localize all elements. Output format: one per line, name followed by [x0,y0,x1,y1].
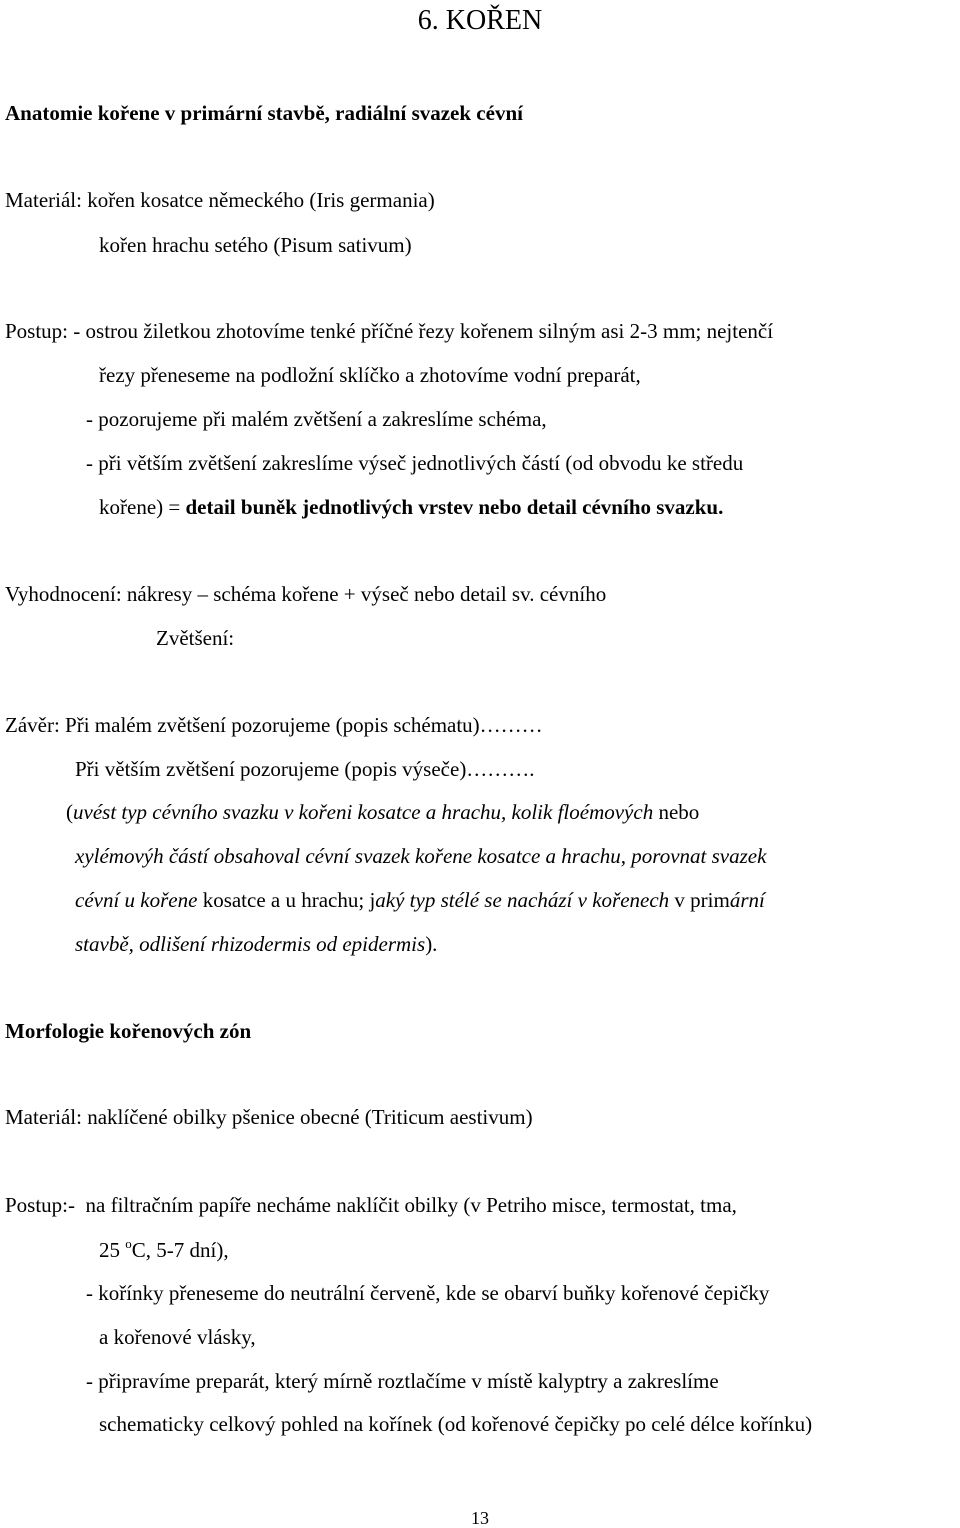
material-item-iris: kořen kosatce německého (Iris germania) [87,188,435,212]
section-heading-anatomy: Anatomie kořene v primární stavbě, radiální svazek cévní [5,101,523,125]
material-line-wheat: Materiál: naklíčené obilky pšenice obecné (Triticum aestivum) [5,1105,533,1129]
note-italic-2: xylémovýh částí obsahoval cévní svazek kořene kosatce a hrachu, porovnat svazek [75,844,767,868]
note-normal-1: nebo [653,800,700,824]
material-label: Materiál: [5,188,82,212]
postup-step-3-cont [99,494,723,520]
note-italic-4: stavbě, odlišení rhizodermis od epidermis [75,932,426,956]
zaver-small-magnification: Při malém zvětšení pozorujeme (popis schématu)……… [65,713,543,737]
note-italic-1: uvést typ cévního svazku v kořeni kosatce a hrachu, kolik floémových [73,800,654,824]
note-line-3 [75,887,765,913]
postup-step-1-cont: řezy přeneseme na podložní sklíčko a zhotovíme vodní preparát, [99,363,641,387]
note-line-4 [75,931,437,957]
postup2-step-3-cont: schematicky celkový pohled na kořínek (od kořenové čepičky po celé délce kořínku) [99,1412,813,1436]
note-normal-3d: v prim [669,888,730,912]
postup-step-3-text: kořene) = [99,495,186,519]
note-line-2 [75,843,766,869]
postup2-step-2: - kořínky přeneseme do neutrální červeně, kde se obarví buňky kořenové čepičky [86,1281,770,1305]
postup2-step-3: - připravíme preparát, který mírně roztlačíme v místě kalyptry a zakreslíme [86,1369,719,1393]
degree-sup: o [125,1236,132,1251]
postup2-step-1-cont [99,1237,229,1263]
page-title: 6. KOŘEN [417,5,543,36]
zvetseni-line: Zvětšení: [156,626,235,650]
material-line-1 [5,187,435,213]
page-number: 13 [471,1508,489,1528]
postup-label: Postup: [5,319,69,343]
temperature-rest: C, 5-7 dní), [131,1238,229,1262]
note-normal-3b: kosatce a u hrachu; j [197,888,376,912]
postup-step-3: - při větším zvětšení zakreslíme výseč jednotlivých částí (od obvodu ke středu [86,451,744,475]
postup-step-3-bold: detail buněk jednotlivých vrstev nebo detail cévního svazku. [185,495,724,519]
note-line-1 [66,799,699,825]
note-paren-open: ( [66,800,73,824]
vyhodnoceni-line: Vyhodnocení: nákresy – schéma kořene + výseč nebo detail sv. cévního [5,582,607,606]
postup2-step-2-cont: a kořenové vlásky, [99,1325,256,1349]
postup-step-1: - ostrou žiletkou zhotovíme tenké příčné řezy kořenem silným asi 2-3 mm; nejtenčí [73,319,774,343]
postup-step-2: - pozorujeme při malém zvětšení a zakreslíme schéma, [86,407,547,431]
note-italic-3c: aký typ stélé se nachází v kořenech [375,888,670,912]
note-italic-3e: ární [729,888,765,912]
postup2-line-1 [5,1192,737,1218]
postup2-label: Postup:- [5,1193,76,1217]
material-item-pisum: kořen hrachu setého (Pisum sativum) [99,233,412,257]
section-heading-morphology: Morfologie kořenových zón [5,1019,252,1043]
postup2-step-1: na filtračním papíře necháme naklíčit obilky (v Petriho misce, termostat, tma, [85,1193,737,1217]
zaver-large-magnification: Při větším zvětšení pozorujeme (popis výseče)………. [75,757,535,781]
temperature-value: 25 [99,1238,126,1262]
postup-line-1 [5,318,773,344]
note-italic-3a: cévní u kořene [75,888,198,912]
note-paren-close: ). [425,932,438,956]
zaver-line-1 [5,712,543,738]
zaver-label: Závěr: [5,713,60,737]
